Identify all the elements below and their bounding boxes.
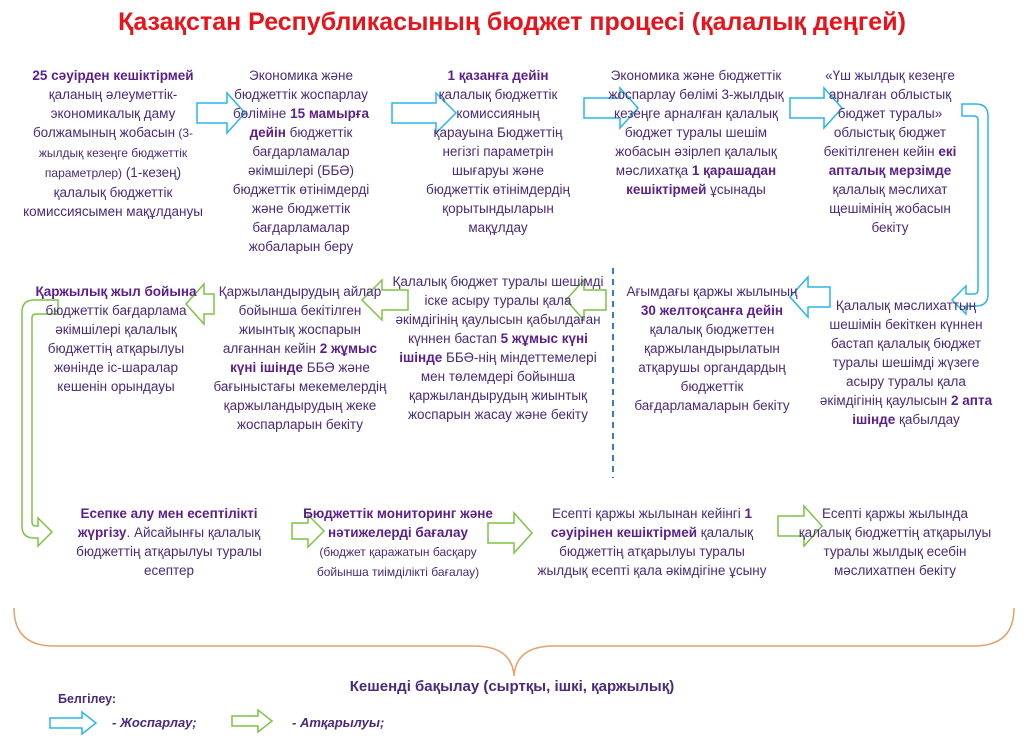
step-date: 1 сәуірінен кешіктірмей	[550, 506, 752, 540]
legend-title: Белгілеу:	[58, 692, 117, 706]
legend-exec-arrow	[232, 710, 272, 732]
step-box-5	[812, 66, 968, 237]
step-box-6	[818, 296, 994, 429]
step-text: қабылдау	[895, 412, 960, 427]
step-text: (бюджет қаражатын басқару бойынша тиімділікті бағалау)	[316, 545, 480, 579]
legend-plan-label: - Жоспарлау;	[112, 715, 197, 730]
step-text: бюджеттік бағдарлама әкімшілері қалалық бюджеттің атқарылуы жөнінде іс-шаралар кешенін орындауы	[45, 303, 187, 394]
step-text: Қалалық бюджет туралы шешімді іске асыру туралы қала әкімдігінің қаулысын қабылдаған күннен бастап	[392, 274, 604, 346]
step-text: . Айсайынғы қалалық бюджеттің атқарылуы туралы есептер	[76, 525, 262, 578]
step-box-1	[18, 66, 208, 221]
step-text: (3-жылдық кезеңге бюджеттік параметрлер)	[38, 126, 194, 180]
step-text: Ағымдағы қаржы жылының	[626, 284, 798, 299]
step-box-10	[30, 282, 202, 396]
step-box-14	[796, 504, 994, 580]
step-text: Есепті қаржы жылында қалалық бюджеттің атқарылуы туралы жылдық есебін мәслихатпен бекіту	[798, 506, 992, 578]
brace	[14, 608, 1014, 676]
step-box-7	[624, 282, 800, 415]
step-box-8	[392, 272, 604, 424]
step-text: Экономика және бюджеттік жоспарлау бөліміне	[232, 68, 368, 121]
step-text: (1-кезең) қалалық бюджеттік комиссиясымен мақұлдануы	[23, 165, 203, 219]
step-date: 15 мамырға дейін	[249, 106, 370, 140]
legend-exec-label: - Атқарылуы;	[292, 715, 385, 730]
step-text: қалалық бюджеттен қаржыландырылатын атқарушы органдардың бюджеттік бағдарламаларын бекіту	[634, 322, 790, 413]
step-text: қалалық бюджеттік комиссияның қарауына Бюджеттің негізгі параметрін шығаруы және бюджеттік өтінімдердің қорытындыларын мақұлдау	[426, 87, 570, 235]
step-date: Қаржылық жыл бойына	[35, 284, 197, 299]
step-box-3	[426, 66, 570, 237]
step-date: 2 жұмыс күні ішінде	[230, 341, 378, 375]
step-box-9	[212, 282, 388, 434]
step-text: қалалық бюджеттің атқарылуы туралы жылдық есепті қала әкімдігіне ұсыну	[537, 525, 767, 578]
step-text: қалалық мәслихат щешімінің жобасын бекіту	[829, 182, 951, 235]
step-date: 25 сәуірден кешіктірмей	[32, 68, 194, 83]
page-title: Қазақстан Республикасының бюджет процесі (қалалық деңгей)	[118, 8, 906, 36]
step-date: 1 қарашадан кешіктірмей	[626, 163, 777, 197]
step-date: екі апталық мерзімде	[828, 144, 957, 178]
step-text: «Үш жылдық кезеңге арналған облыстық бюджет туралы» облыстық бюджет бекітілгенен кейін	[823, 68, 955, 159]
step-date: Есепке алу мен есептілікті жүргізу	[77, 506, 258, 540]
step-text: қаланың әлеуметтік-экономикалық даму болжамының жобасын	[32, 87, 178, 140]
step-text: Есепті қаржы жылынан кейінгі	[552, 506, 745, 521]
step-text: Қаржыландырудың айлар бойынша бекітілген жиынтық жоспарын алғаннан кейін	[218, 284, 382, 356]
step-date: Бюджеттік мониторинг және нәтижелерді бағалау	[303, 506, 493, 540]
control-label: Кешенді бақылау (сыртқы, ішкі, қаржылық)	[349, 678, 675, 695]
step-box-12	[300, 504, 496, 582]
step-date: 5 жұмыс күні ішінде	[399, 331, 588, 365]
step-date: 1 қазанға дейін	[447, 68, 549, 83]
step-text: ББӘ және бағыныстағы мекемелердің қаржыландырудың жеке жоспарларын бекіту	[213, 360, 387, 432]
step-text: Экономика және бюджеттік жоспарлау бөлімі 3-жылдық кезеңге арналған қалалық бюджет туралы шешім жобасын әзірлеп қалалық мәслихатқа	[608, 68, 784, 178]
step-text: Қалалық мәслихаттың шешімін бекіткен күннен бастап қалалық бюджет туралы шешімді жүзеге асыру туралы қала әкімдігінің қаулысын	[819, 298, 983, 408]
step-date: 30 желтоқсанға дейін	[640, 303, 784, 318]
step-text: бюджеттік бағдарламалар әкімшілері (ББӘ) бюджеттік өтінімдерді және бюджеттік бағдарламалар жобаларын беру	[232, 125, 370, 254]
legend-plan-arrow	[50, 712, 96, 734]
step-box-11	[58, 504, 280, 580]
step-box-4	[608, 66, 784, 199]
step-box-13	[536, 504, 768, 580]
step-date: 2 апта ішінде	[852, 393, 993, 427]
step-text: ұсынады	[706, 182, 766, 197]
step-box-2	[218, 66, 384, 256]
step-text: ББӘ-нің міндеттемелері мен төлемдері бойынша қаржыландырудың жиынтық жоспарын жасау және бекіту	[407, 350, 597, 422]
